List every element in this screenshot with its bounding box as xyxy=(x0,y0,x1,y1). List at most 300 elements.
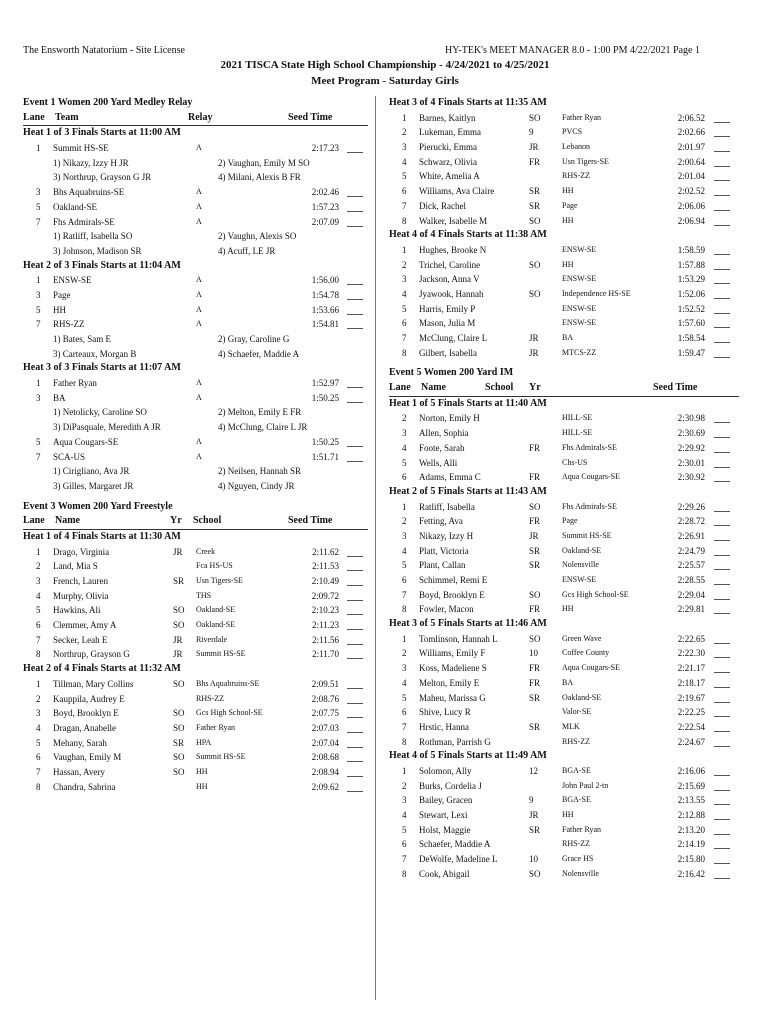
lane-number: 5 xyxy=(36,436,41,447)
swimmer-entry xyxy=(389,184,739,199)
final-time-blank xyxy=(347,738,363,748)
swimmer-name: Hughes, Brooke N xyxy=(419,244,487,255)
lane-number: 3 xyxy=(36,289,41,300)
swimmer-name: Cook, Abigail xyxy=(419,868,470,879)
team-name: Fhs Admirals-SE xyxy=(53,216,115,227)
relay-letter: A xyxy=(196,392,202,402)
final-time-blank xyxy=(347,679,363,689)
final-time-blank xyxy=(714,531,730,541)
final-time-blank xyxy=(714,333,730,343)
swimmer-school: Summit HS-SE xyxy=(196,752,246,762)
team-header: Team xyxy=(55,111,79,123)
seed-time: 1:57.23 xyxy=(311,201,339,212)
relay-swimmer: 1) Ratliff, Isabella SO xyxy=(53,231,133,242)
relay-swimmer: 2) Neilsen, Hannah SR xyxy=(218,466,301,477)
swimmer-name: Drago, Virginia xyxy=(53,546,110,557)
relay-entry xyxy=(23,376,368,391)
lane-number: 3 xyxy=(402,795,407,806)
swimmer-entry xyxy=(389,125,739,140)
heat-title: Heat 1 of 4 Finals Starts at 11:30 AM xyxy=(23,530,181,542)
lane-number: 1 xyxy=(36,378,41,389)
final-time-blank xyxy=(714,318,730,328)
swimmer-school: Oakland-SE xyxy=(562,545,602,555)
team-name: ENSW-SE xyxy=(53,275,92,286)
swimmer-school: HH xyxy=(196,766,208,776)
final-time-blank xyxy=(347,694,363,704)
lane-number: 4 xyxy=(36,590,41,601)
individual-column-headers xyxy=(23,514,368,530)
final-time-blank xyxy=(714,825,730,835)
final-time-blank xyxy=(714,781,730,791)
relay-swimmer: 3) Carteaux, Morgan B xyxy=(53,348,137,359)
lane-number: 3 xyxy=(36,576,41,586)
final-time-blank xyxy=(714,171,730,181)
lane-number: 4 xyxy=(402,545,407,556)
swimmer-year: 9 xyxy=(529,795,534,806)
final-time-blank xyxy=(714,590,730,600)
swimmer-name: Tomlinson, Hannah L xyxy=(419,633,498,644)
swimmer-year: FR xyxy=(529,156,541,167)
seed-time: 2:29.81 xyxy=(677,604,705,615)
heat-title: Heat 2 of 3 Finals Starts at 11:04 AM xyxy=(23,259,181,271)
swimmer-school: Coffee County xyxy=(562,648,610,658)
relay-swimmer: 4) Nguyen, Cindy JR xyxy=(218,480,295,491)
final-time-blank xyxy=(714,722,730,732)
swimmer-school: RHS-ZZ xyxy=(562,171,590,181)
lane-number: 6 xyxy=(36,620,41,631)
lane-number: 5 xyxy=(36,304,41,315)
relay-entry xyxy=(23,303,368,318)
seed-time: 2:11.53 xyxy=(312,561,339,572)
team-name: Page xyxy=(53,289,71,300)
year-header: Yr xyxy=(529,382,541,394)
seed-time: 2:01.04 xyxy=(677,171,705,182)
relay-swimmer: 4) Schaefer, Maddie A xyxy=(218,348,300,359)
heat-heading xyxy=(389,485,739,500)
final-time-blank xyxy=(714,693,730,703)
swimmer-school: Grace HS xyxy=(562,854,594,864)
final-time-blank xyxy=(714,663,730,673)
swimmer-entry xyxy=(389,676,739,691)
swimmer-name: Stewart, Lexi xyxy=(419,810,468,820)
swimmer-school: HH xyxy=(196,781,208,791)
seed-time: 2:09.51 xyxy=(311,678,339,689)
swimmer-year: JR xyxy=(173,649,183,660)
lane-number: 7 xyxy=(402,589,407,600)
swimmer-year: JR xyxy=(173,546,183,557)
swimmer-entry xyxy=(389,500,739,515)
swimmer-name: Plant, Callan xyxy=(419,560,466,571)
lane-number: 6 xyxy=(36,752,41,763)
relay-entry xyxy=(23,317,368,332)
swimmer-name: Shive, Lucy R xyxy=(419,707,471,718)
swimmer-year: 10 xyxy=(529,648,538,659)
final-time-blank xyxy=(714,546,730,556)
team-name: Oakland-SE xyxy=(53,201,97,212)
lane-number: 8 xyxy=(402,604,407,615)
lane-number: 8 xyxy=(402,215,407,226)
lane-number: 2 xyxy=(402,127,407,138)
relay-swimmer: 1) Nikazy, Izzy H JR xyxy=(53,157,129,168)
swimmer-school: Father Ryan xyxy=(196,722,236,732)
lane-number: 7 xyxy=(36,451,41,462)
lane-number: 8 xyxy=(36,781,41,792)
heat-heading xyxy=(23,361,368,376)
lane-number: 3 xyxy=(402,274,407,285)
swimmer-school: PVCS xyxy=(562,127,583,137)
final-time-blank xyxy=(347,605,363,615)
swimmer-entry xyxy=(389,287,739,302)
swimmer-entry xyxy=(389,470,739,485)
heat-heading xyxy=(389,617,739,632)
team-name: SCA-US xyxy=(53,451,86,462)
swimmer-entry xyxy=(389,140,739,155)
swimmer-entry xyxy=(389,316,739,331)
swimmer-name: Platt, Victoria xyxy=(419,545,469,556)
final-time-blank xyxy=(347,649,363,659)
swimmer-year: SO xyxy=(529,501,541,512)
lane-number: 6 xyxy=(402,318,407,329)
swimmer-school: Usn Tigers-SE xyxy=(196,576,243,585)
swimmer-entry xyxy=(389,331,739,346)
swimmer-name: Bailey, Gracen xyxy=(419,795,473,806)
swimmer-year: FR xyxy=(529,604,541,615)
swimmer-school: Summit HS-SE xyxy=(562,530,612,540)
lane-number: 5 xyxy=(36,605,41,616)
relay-entry xyxy=(23,273,368,288)
lane-number: 5 xyxy=(402,692,407,703)
seed-time: 2:11.70 xyxy=(312,649,339,660)
lane-number: 2 xyxy=(402,780,407,791)
school-header: School xyxy=(193,515,222,527)
swimmer-entry xyxy=(389,214,739,229)
swimmer-name: Williams, Emily F xyxy=(419,648,486,659)
final-time-blank xyxy=(714,413,730,423)
seed-time: 2:30.92 xyxy=(677,472,705,483)
team-name: Summit HS-SE xyxy=(53,143,109,154)
final-time-blank xyxy=(347,767,363,777)
swimmer-entry xyxy=(23,647,368,662)
swimmer-year: SR xyxy=(529,824,541,835)
swimmer-entry xyxy=(389,837,739,852)
relay-column-headers xyxy=(23,111,368,127)
lane-number: 3 xyxy=(402,428,407,439)
relay-letter: A xyxy=(196,304,202,314)
swimmer-school: Fhs Admirals-SE xyxy=(562,442,617,452)
seed-time: 1:51.71 xyxy=(311,451,339,462)
swimmer-entry xyxy=(23,692,368,707)
seed-time: 2:30.01 xyxy=(677,457,705,468)
lane-number: 3 xyxy=(36,392,41,403)
swimmer-school: Nolensville xyxy=(562,560,599,570)
seed-time: 1:57.60 xyxy=(677,318,705,329)
relay-swimmer: 3) Johnson, Madison SR xyxy=(53,245,142,256)
lane-number: 4 xyxy=(402,810,407,820)
team-name: HH xyxy=(53,304,66,315)
swimmer-entry xyxy=(389,272,739,287)
swimmer-year: 12 xyxy=(529,765,538,776)
final-time-blank xyxy=(714,634,730,644)
swimmer-year: SO xyxy=(529,868,541,879)
final-time-blank xyxy=(347,319,363,329)
seed-time: 1:50.25 xyxy=(311,392,339,403)
relay-swimmers xyxy=(23,464,368,479)
final-time-blank xyxy=(714,348,730,358)
seed-time: 2:07.03 xyxy=(311,722,339,733)
final-time-blank xyxy=(347,576,363,586)
lane-header: Lane xyxy=(389,382,411,394)
swimmer-year: JR xyxy=(529,530,539,541)
swimmer-entry xyxy=(389,169,739,184)
final-time-blank xyxy=(714,127,730,137)
heat-title: Heat 1 of 5 Finals Starts at 11:40 AM xyxy=(389,397,547,409)
swimmer-year: SO xyxy=(529,589,541,600)
swimmer-entry xyxy=(389,823,739,838)
swimmer-name: Pierucki, Emma xyxy=(419,142,477,153)
seed-time: 1:52.06 xyxy=(677,288,705,299)
seed-time: 2:02.52 xyxy=(677,186,705,197)
swimmer-school: HH xyxy=(562,810,574,819)
final-time-blank xyxy=(714,560,730,570)
swimmer-year: SR xyxy=(173,576,185,586)
swimmer-name: Trichel, Caroline xyxy=(419,259,481,270)
relay-entry xyxy=(23,435,368,450)
final-time-blank xyxy=(714,216,730,226)
lane-number: 8 xyxy=(402,736,407,747)
swimmer-name: McClung, Claire L xyxy=(419,333,488,343)
seed-time-header: Seed Time xyxy=(653,382,698,394)
lane-number: 5 xyxy=(402,824,407,835)
swimmer-school: Valor-SE xyxy=(562,707,592,717)
seed-time: 1:58.54 xyxy=(677,333,705,343)
swimmer-name: Koss, Madeliene S xyxy=(419,663,487,674)
seed-time: 1:57.88 xyxy=(677,259,705,270)
swimmer-year: SO xyxy=(173,766,185,777)
final-time-blank xyxy=(347,217,363,227)
team-name: RHS-ZZ xyxy=(53,319,85,330)
lane-number: 4 xyxy=(402,288,407,299)
final-time-blank xyxy=(714,458,730,468)
event-heading xyxy=(23,500,368,515)
lane-number: 4 xyxy=(36,722,41,733)
seed-time: 2:16.42 xyxy=(677,868,705,879)
swimmer-name: Dick, Rachel xyxy=(419,200,466,211)
seed-time: 2:08.94 xyxy=(311,766,339,777)
swimmer-school: MTCS-ZZ xyxy=(562,347,597,357)
relay-swimmers xyxy=(23,332,368,347)
seed-time: 2:26.91 xyxy=(677,530,705,541)
seed-time: 2:17.23 xyxy=(311,143,339,154)
seed-time: 2:21.17 xyxy=(677,663,705,674)
swimmer-year: SO xyxy=(173,620,185,631)
final-time-blank xyxy=(714,428,730,438)
seed-time: 2:28.72 xyxy=(677,516,705,527)
swimmer-entry xyxy=(23,721,368,736)
swimmer-entry xyxy=(23,545,368,560)
lane-number: 4 xyxy=(402,677,407,688)
final-time-blank xyxy=(347,275,363,285)
lane-number: 4 xyxy=(402,442,407,453)
seed-time: 2:08.68 xyxy=(311,752,339,763)
seed-time: 1:58.59 xyxy=(677,244,705,255)
seed-time: 2:29.04 xyxy=(677,589,705,600)
lane-number: 5 xyxy=(402,171,407,182)
relay-swimmer: 3) Northrup, Grayson G JR xyxy=(53,172,152,183)
swimmer-school: RHS-ZZ xyxy=(562,736,590,746)
swimmer-school: Gcs High School-SE xyxy=(196,708,263,718)
swimmer-name: DeWolfe, Madeline L xyxy=(419,854,498,865)
seed-time-header: Seed Time xyxy=(288,515,333,527)
name-header: Name xyxy=(421,382,446,394)
final-time-blank xyxy=(347,752,363,762)
final-time-blank xyxy=(714,648,730,658)
lane-number: 6 xyxy=(402,186,407,197)
swimmer-entry xyxy=(389,258,739,273)
final-time-blank xyxy=(714,737,730,747)
lane-number: 1 xyxy=(36,546,41,557)
swimmer-name: Barnes, Kaitlyn xyxy=(419,112,476,123)
swimmer-year: SR xyxy=(173,737,185,748)
seed-time: 2:24.79 xyxy=(677,545,705,556)
seed-time: 1:52.97 xyxy=(311,378,339,389)
lane-number: 1 xyxy=(36,275,41,286)
name-header: Name xyxy=(55,515,80,527)
seed-time: 2:29.92 xyxy=(677,442,705,453)
swimmer-entry xyxy=(23,559,368,574)
final-time-blank xyxy=(347,561,363,571)
relay-swimmer: 2) Gray, Caroline G xyxy=(218,334,290,344)
seed-time: 1:53.66 xyxy=(311,304,339,315)
swimmer-year: SO xyxy=(529,215,541,226)
swimmer-entry xyxy=(389,735,739,750)
swimmer-school: MLK xyxy=(562,721,580,731)
swimmer-name: Murphy, Olivia xyxy=(53,590,109,601)
relay-swimmer: 4) McClung, Claire L JR xyxy=(218,422,308,433)
seed-time: 2:25.57 xyxy=(677,560,705,571)
seed-time: 1:53.29 xyxy=(677,274,705,285)
seed-time: 2:00.64 xyxy=(677,156,705,167)
relay-letter: A xyxy=(196,436,202,446)
final-time-blank xyxy=(714,113,730,123)
lane-number: 2 xyxy=(402,413,407,424)
lane-number: 8 xyxy=(402,347,407,358)
lane-number: 7 xyxy=(402,854,407,865)
swimmer-name: Norton, Emily H xyxy=(419,413,480,424)
swimmer-name: Lukeman, Emma xyxy=(419,127,481,138)
heat-heading xyxy=(23,126,368,141)
swimmer-school: Father Ryan xyxy=(562,824,602,834)
swimmer-entry xyxy=(23,780,368,795)
swimmer-school: ENSW-SE xyxy=(562,274,597,284)
relay-swimmer: 2) Melton, Emily E FR xyxy=(218,407,302,418)
individual-column-headers xyxy=(389,381,739,397)
seed-time: 2:19.67 xyxy=(677,692,705,703)
heat-heading xyxy=(23,530,368,545)
swimmer-school: HPA xyxy=(196,737,212,747)
swimmer-name: Hrstic, Hanna xyxy=(419,721,469,732)
relay-swimmers xyxy=(23,405,368,420)
event-heading xyxy=(389,366,739,381)
year-header: Yr xyxy=(170,515,182,527)
relay-entry xyxy=(23,185,368,200)
swimmer-entry xyxy=(23,677,368,692)
swimmer-entry xyxy=(389,243,739,258)
swimmer-school: Usn Tigers-SE xyxy=(562,156,609,166)
final-time-blank xyxy=(347,437,363,447)
relay-swimmer: 4) Milani, Alexis B FR xyxy=(218,172,301,183)
swimmer-year: 9 xyxy=(529,127,534,138)
lane-number: 5 xyxy=(36,201,41,212)
swimmer-school: Summit HS-SE xyxy=(196,649,246,659)
swimmer-school: HH xyxy=(562,604,574,614)
lane-number: 6 xyxy=(402,575,407,585)
swimmer-entry xyxy=(23,603,368,618)
event-title: Event 1 Women 200 Yard Medley Relay xyxy=(23,97,193,108)
swimmer-name: Allen, Sophia xyxy=(419,428,469,439)
lane-number: 7 xyxy=(402,333,407,343)
heat-title: Heat 1 of 3 Finals Starts at 11:00 AM xyxy=(23,127,181,139)
swimmer-entry xyxy=(389,441,739,456)
swimmer-name: Fowler, Macon xyxy=(419,604,474,615)
swimmer-school: Page xyxy=(562,200,578,210)
team-name: Father Ryan xyxy=(53,378,97,389)
swimmer-name: Land, Mia S xyxy=(53,561,98,572)
final-time-blank xyxy=(714,274,730,284)
seed-time: 2:13.20 xyxy=(677,824,705,835)
final-time-blank xyxy=(347,290,363,300)
swimmer-entry xyxy=(23,750,368,765)
seed-time: 2:06.52 xyxy=(677,112,705,123)
heat-title: Heat 3 of 3 Finals Starts at 11:07 AM xyxy=(23,362,181,374)
swimmer-school: John Paul 2-tn xyxy=(562,780,609,790)
seed-time: 2:13.55 xyxy=(677,795,705,806)
lane-number: 7 xyxy=(36,634,41,645)
swimmer-entry xyxy=(389,720,739,735)
swimmer-school: Oakland-SE xyxy=(562,692,602,702)
final-time-blank xyxy=(714,201,730,211)
relay-entry xyxy=(23,141,368,156)
swimmer-school: Chs-US xyxy=(562,457,588,467)
swimmer-school: BA xyxy=(562,333,574,342)
lane-number: 4 xyxy=(402,156,407,167)
swimmer-school: Nolensville xyxy=(562,868,599,878)
swimmer-entry xyxy=(23,706,368,721)
relay-entry xyxy=(23,288,368,303)
heat-heading xyxy=(389,96,739,111)
swimmer-entry xyxy=(389,764,739,779)
seed-time: 2:10.49 xyxy=(311,576,339,586)
swimmer-name: Jackson, Anna V xyxy=(419,274,480,285)
final-time-blank xyxy=(347,305,363,315)
final-time-blank xyxy=(347,378,363,388)
swimmer-entry xyxy=(389,779,739,794)
final-time-blank xyxy=(347,591,363,601)
swimmer-year: SR xyxy=(529,186,541,197)
seed-time: 2:02.46 xyxy=(311,187,339,198)
seed-time: 2:01.97 xyxy=(677,142,705,153)
swimmer-entry xyxy=(389,411,739,426)
swimmer-year: FR xyxy=(529,442,541,453)
seed-time: 2:15.80 xyxy=(677,854,705,865)
lane-number: 2 xyxy=(402,648,407,659)
swimmer-school: BA xyxy=(562,677,574,687)
seed-time: 2:07.75 xyxy=(311,708,339,719)
seed-time: 1:50.25 xyxy=(311,436,339,447)
final-time-blank xyxy=(347,723,363,733)
swimmer-entry xyxy=(23,574,368,589)
lane-number: 7 xyxy=(36,766,41,777)
swimmer-year: SO xyxy=(173,722,185,733)
